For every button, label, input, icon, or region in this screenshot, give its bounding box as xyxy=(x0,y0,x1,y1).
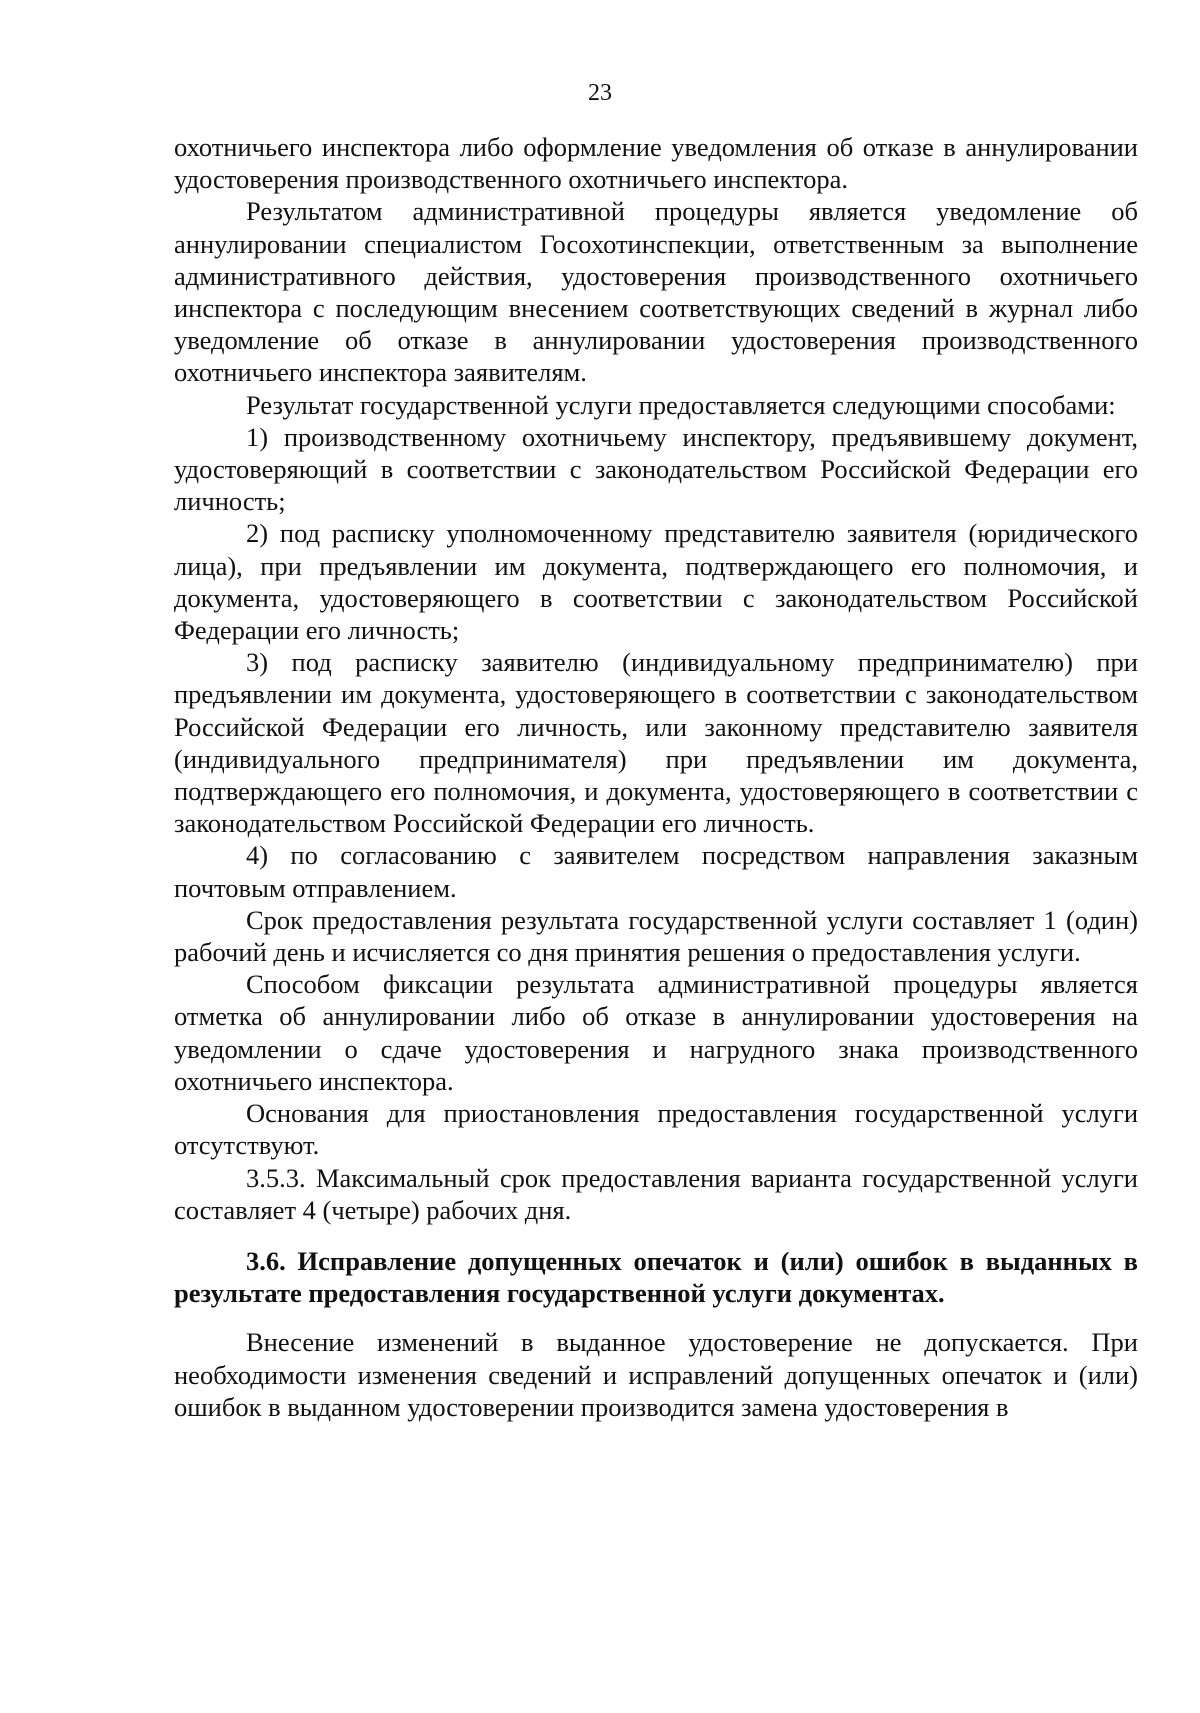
page-number: 23 xyxy=(588,80,612,106)
list-item-2: 2) под расписку уполномоченному представителю заявителя (юридического лица), при предъявлении им документа, подтверждающего его полномочия, и документа, удостоверяющего в соответствии с законодательством Российской Федерации его личность; xyxy=(174,518,1138,646)
paragraph-result-methods: Результат государственной услуги предоставляется следующими способами: xyxy=(246,389,1116,420)
list-item-4: 4) по согласованию с заявителем посредством направления заказным почтовым отправлением. xyxy=(174,840,1138,903)
paragraph-procedure-result: Результатом административной процедуры является уведомление об аннулировании специалистом Госохотинспекции, ответственным за выполнение административного действия, удостоверения производственного охотничьего инспектора с последующим внесением соответствующих сведений в журнал либо уведомление об отказе в аннулировании удостоверения производственного охотничьего инспектора заявителям. xyxy=(174,196,1138,388)
paragraph-fixation-method: Способом фиксации результата административной процедуры является отметка об аннулировании либо об отказе в аннулировании удостоверения на уведомлении о сдаче удостоверения и нагрудного знака производственного охотничьего инспектора. xyxy=(174,969,1138,1096)
paragraph-suspension-grounds: Основания для приостановления предоставления государственной услуги отсутствуют. xyxy=(174,1098,1138,1161)
section-heading: 3.6. Исправление допущенных опечаток и (или) ошибок в выданных в результате предоставления государственной услуги документах. xyxy=(174,1245,1138,1309)
paragraph-corrections: Внесение изменений в выданное удостоверение не допускается. При необходимости изменения сведений и исправлений допущенных опечаток и (или) ошибок в выданном удостоверении производится замена удостоверения в xyxy=(174,1327,1138,1422)
list-item-1: 1) производственному охотничьему инспектору, предъявившему документ, удостоверяющий в соответствии с законодательством Российской Федерации его личность; xyxy=(174,421,1138,517)
list-item-3: 3) под расписку заявителю (индивидуальному предпринимателю) при предъявлении им документа, удостоверяющего в соответствии с законодательством Российской Федерации его личность, или законному представителю заявителя (индивидуального предпринимателя) при предъявлении им документа, подтверждающего его полномочия, и документа, удостоверяющего в соответствии с законодательством Российской Федерации его личность. xyxy=(174,647,1138,839)
paragraph-max-term: 3.5.3. Максимальный срок предоставления варианта государственной услуги составляет 4 (четыре) рабочих дня. xyxy=(174,1162,1138,1225)
paragraph-continuation: охотничьего инспектора либо оформление уведомления об отказе в аннулировании удостоверения производственного охотничьего инспектора. xyxy=(174,132,1138,195)
paragraph-result-term: Срок предоставления результата государственной услуги составляет 1 (один) рабочий день и исчисляется со дня принятия решения о предоставления услуги. xyxy=(174,904,1138,968)
document-body xyxy=(174,131,1138,1423)
